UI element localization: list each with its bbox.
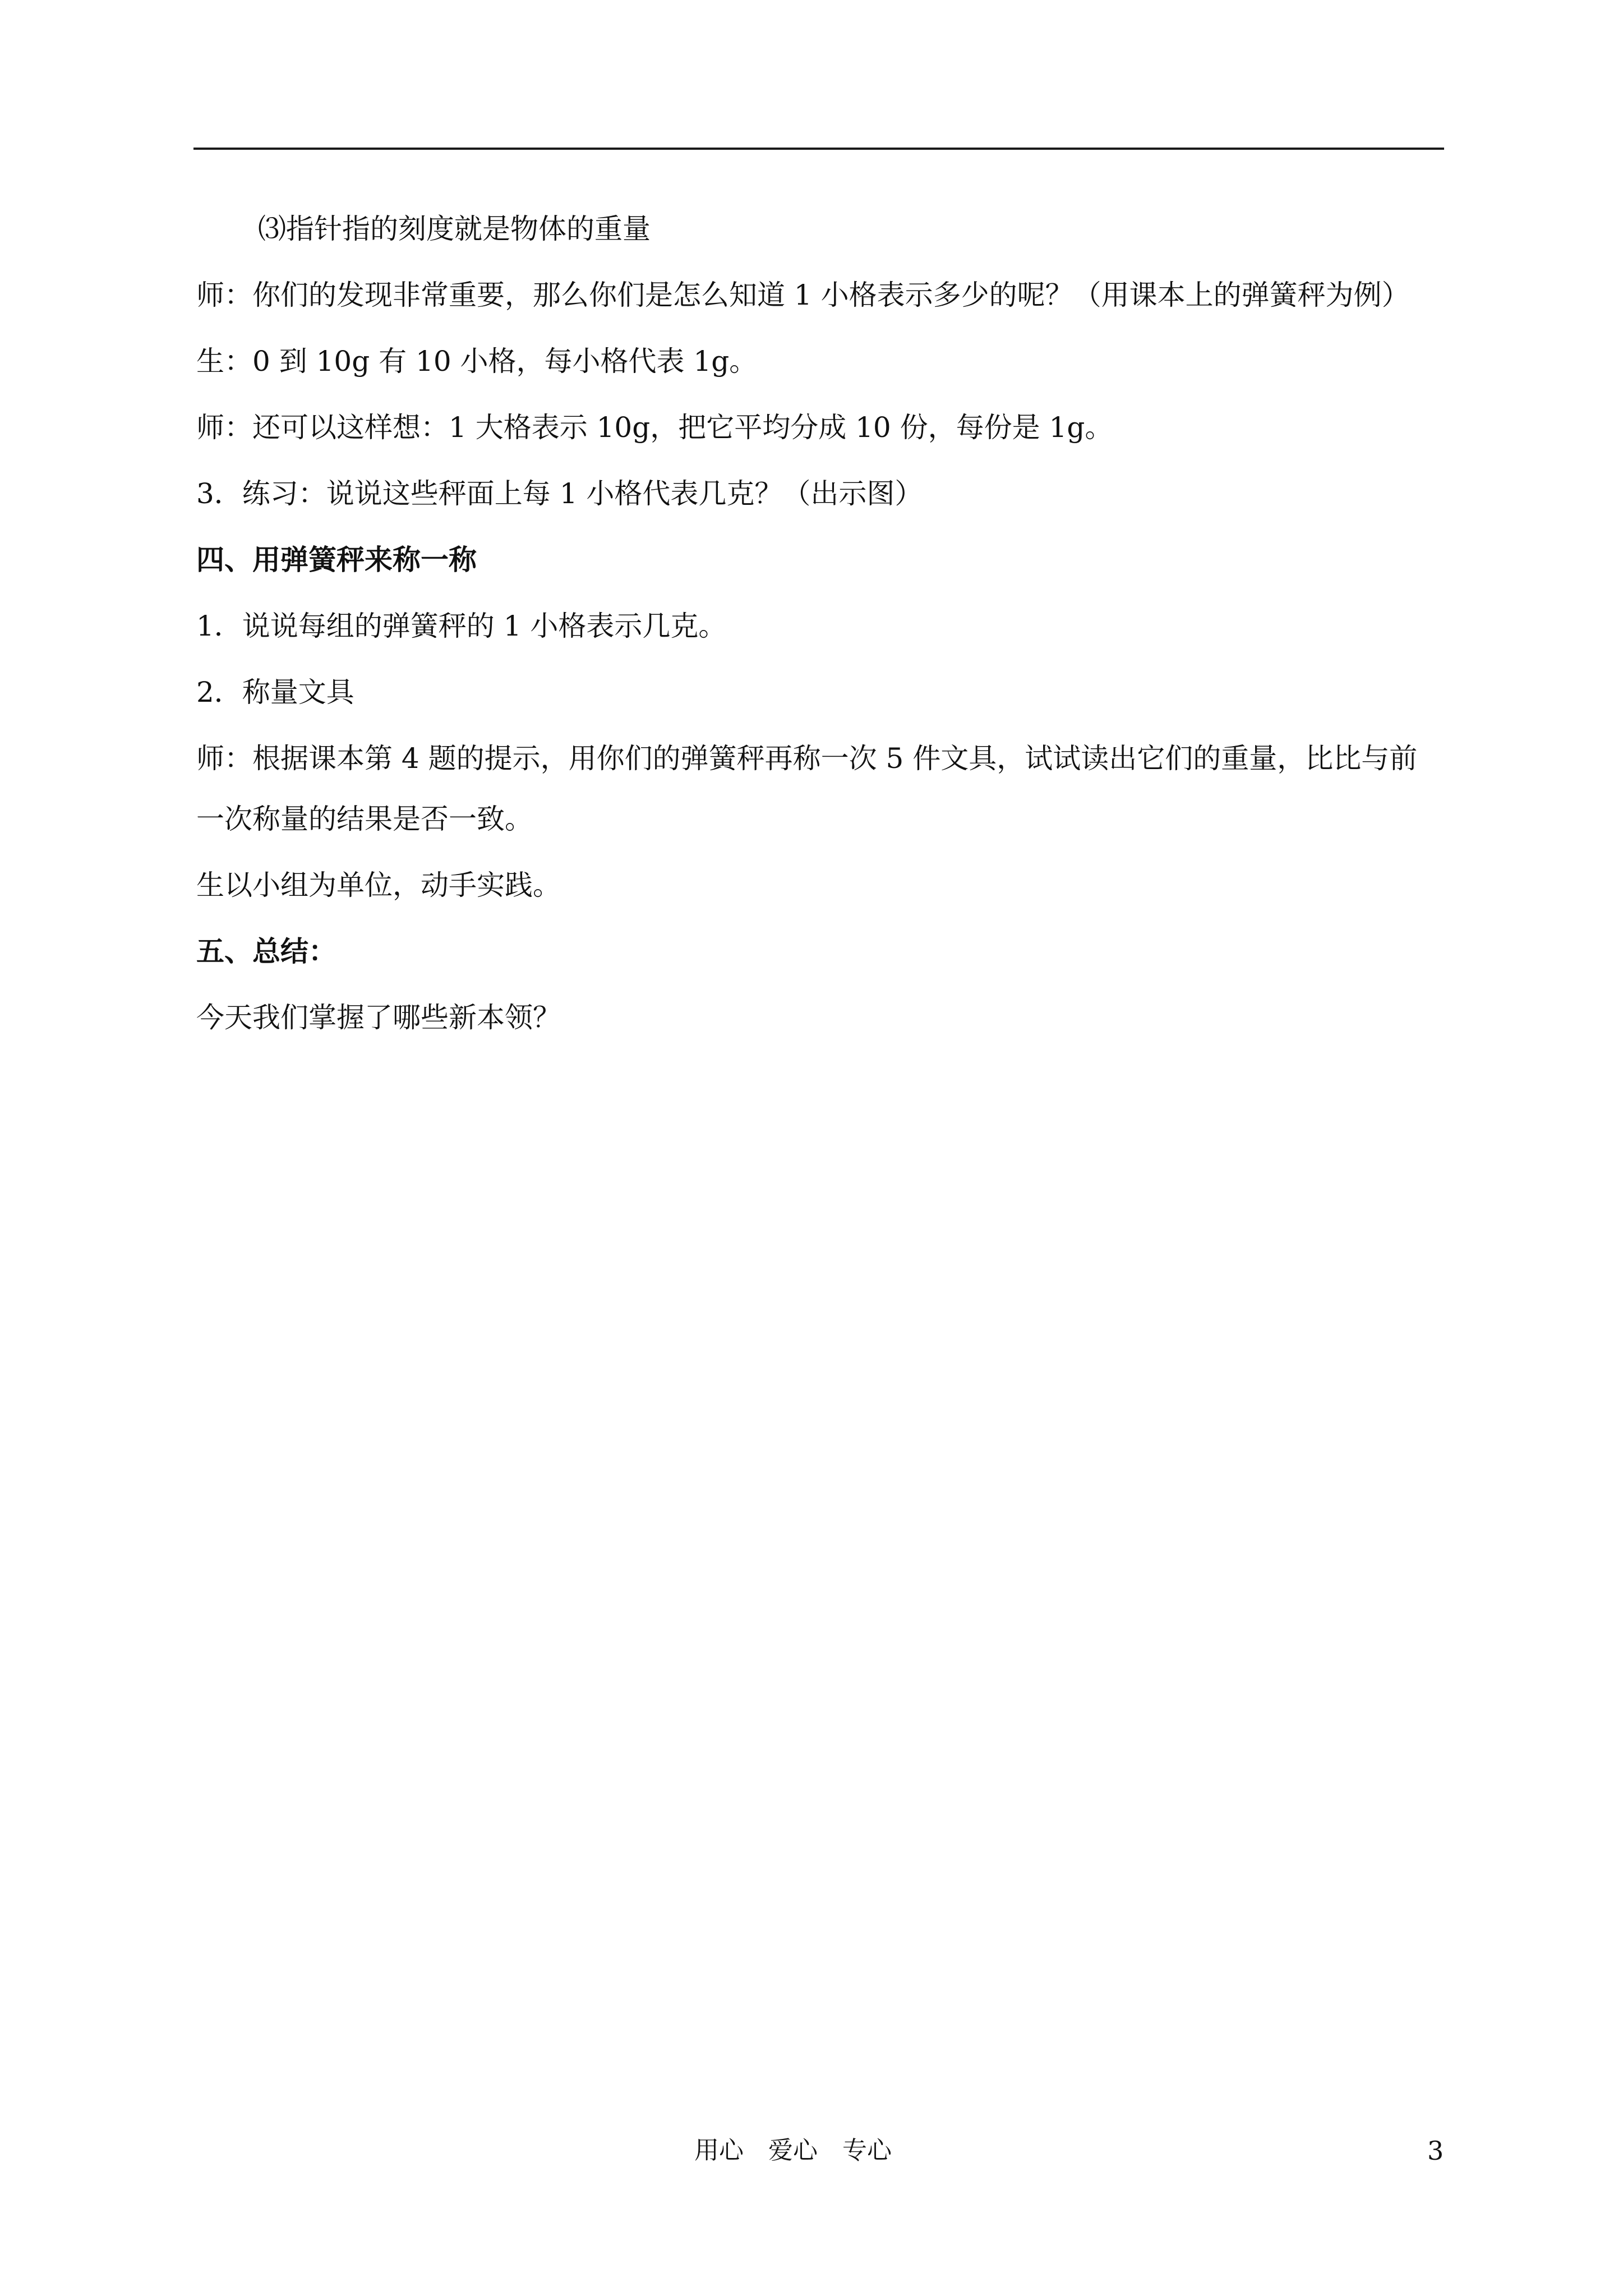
section-heading-weigh: 四、用弹簧秤来称一称 <box>196 543 477 576</box>
text-line-summary-question: 今天我们掌握了哪些新本领？ <box>196 1001 561 1034</box>
text-line-weigh-stationery: 2．称量文具 <box>196 676 354 708</box>
section-heading-summary: 五、总结： <box>196 935 336 968</box>
footer-motto: 用心 爱心 专心 <box>694 2136 892 2165</box>
page-number: 3 <box>1427 2136 1444 2166</box>
text-line-group-practice: 生以小组为单位，动手实践。 <box>196 869 561 901</box>
text-line-student-answer: 生：0 到 10g 有 10 小格，每小格代表 1g。 <box>196 345 758 378</box>
text-line-pointer-scale: ⑶指针指的刻度就是物体的重量 <box>258 213 651 245</box>
text-line-teacher-instruction: 师：根据课本第 4 题的提示，用你们的弹簧秤再称一次 5 件文具，试试读出它们的重量，比比与前 <box>196 742 1418 775</box>
text-line-practice: 3．练习：说说这些秤面上每 1 小格代表几克？（出示图） <box>196 477 923 510</box>
document-body <box>196 212 1444 1067</box>
text-line-scale-units: 1．说说每组的弹簧秤的 1 小格表示几克。 <box>196 610 727 642</box>
text-line-teacher-question: 师：你们的发现非常重要，那么你们是怎么知道 1 小格表示多少的呢？（用课本上的弹簧秤为例） <box>196 279 1410 311</box>
text-line-instruction-continued: 一次称量的结果是否一致。 <box>196 803 533 835</box>
header-rule <box>193 148 1444 150</box>
text-line-teacher-explanation: 师：还可以这样想：1 大格表示 10g，把它平均分成 10 份，每份是 1g。 <box>196 411 1113 444</box>
